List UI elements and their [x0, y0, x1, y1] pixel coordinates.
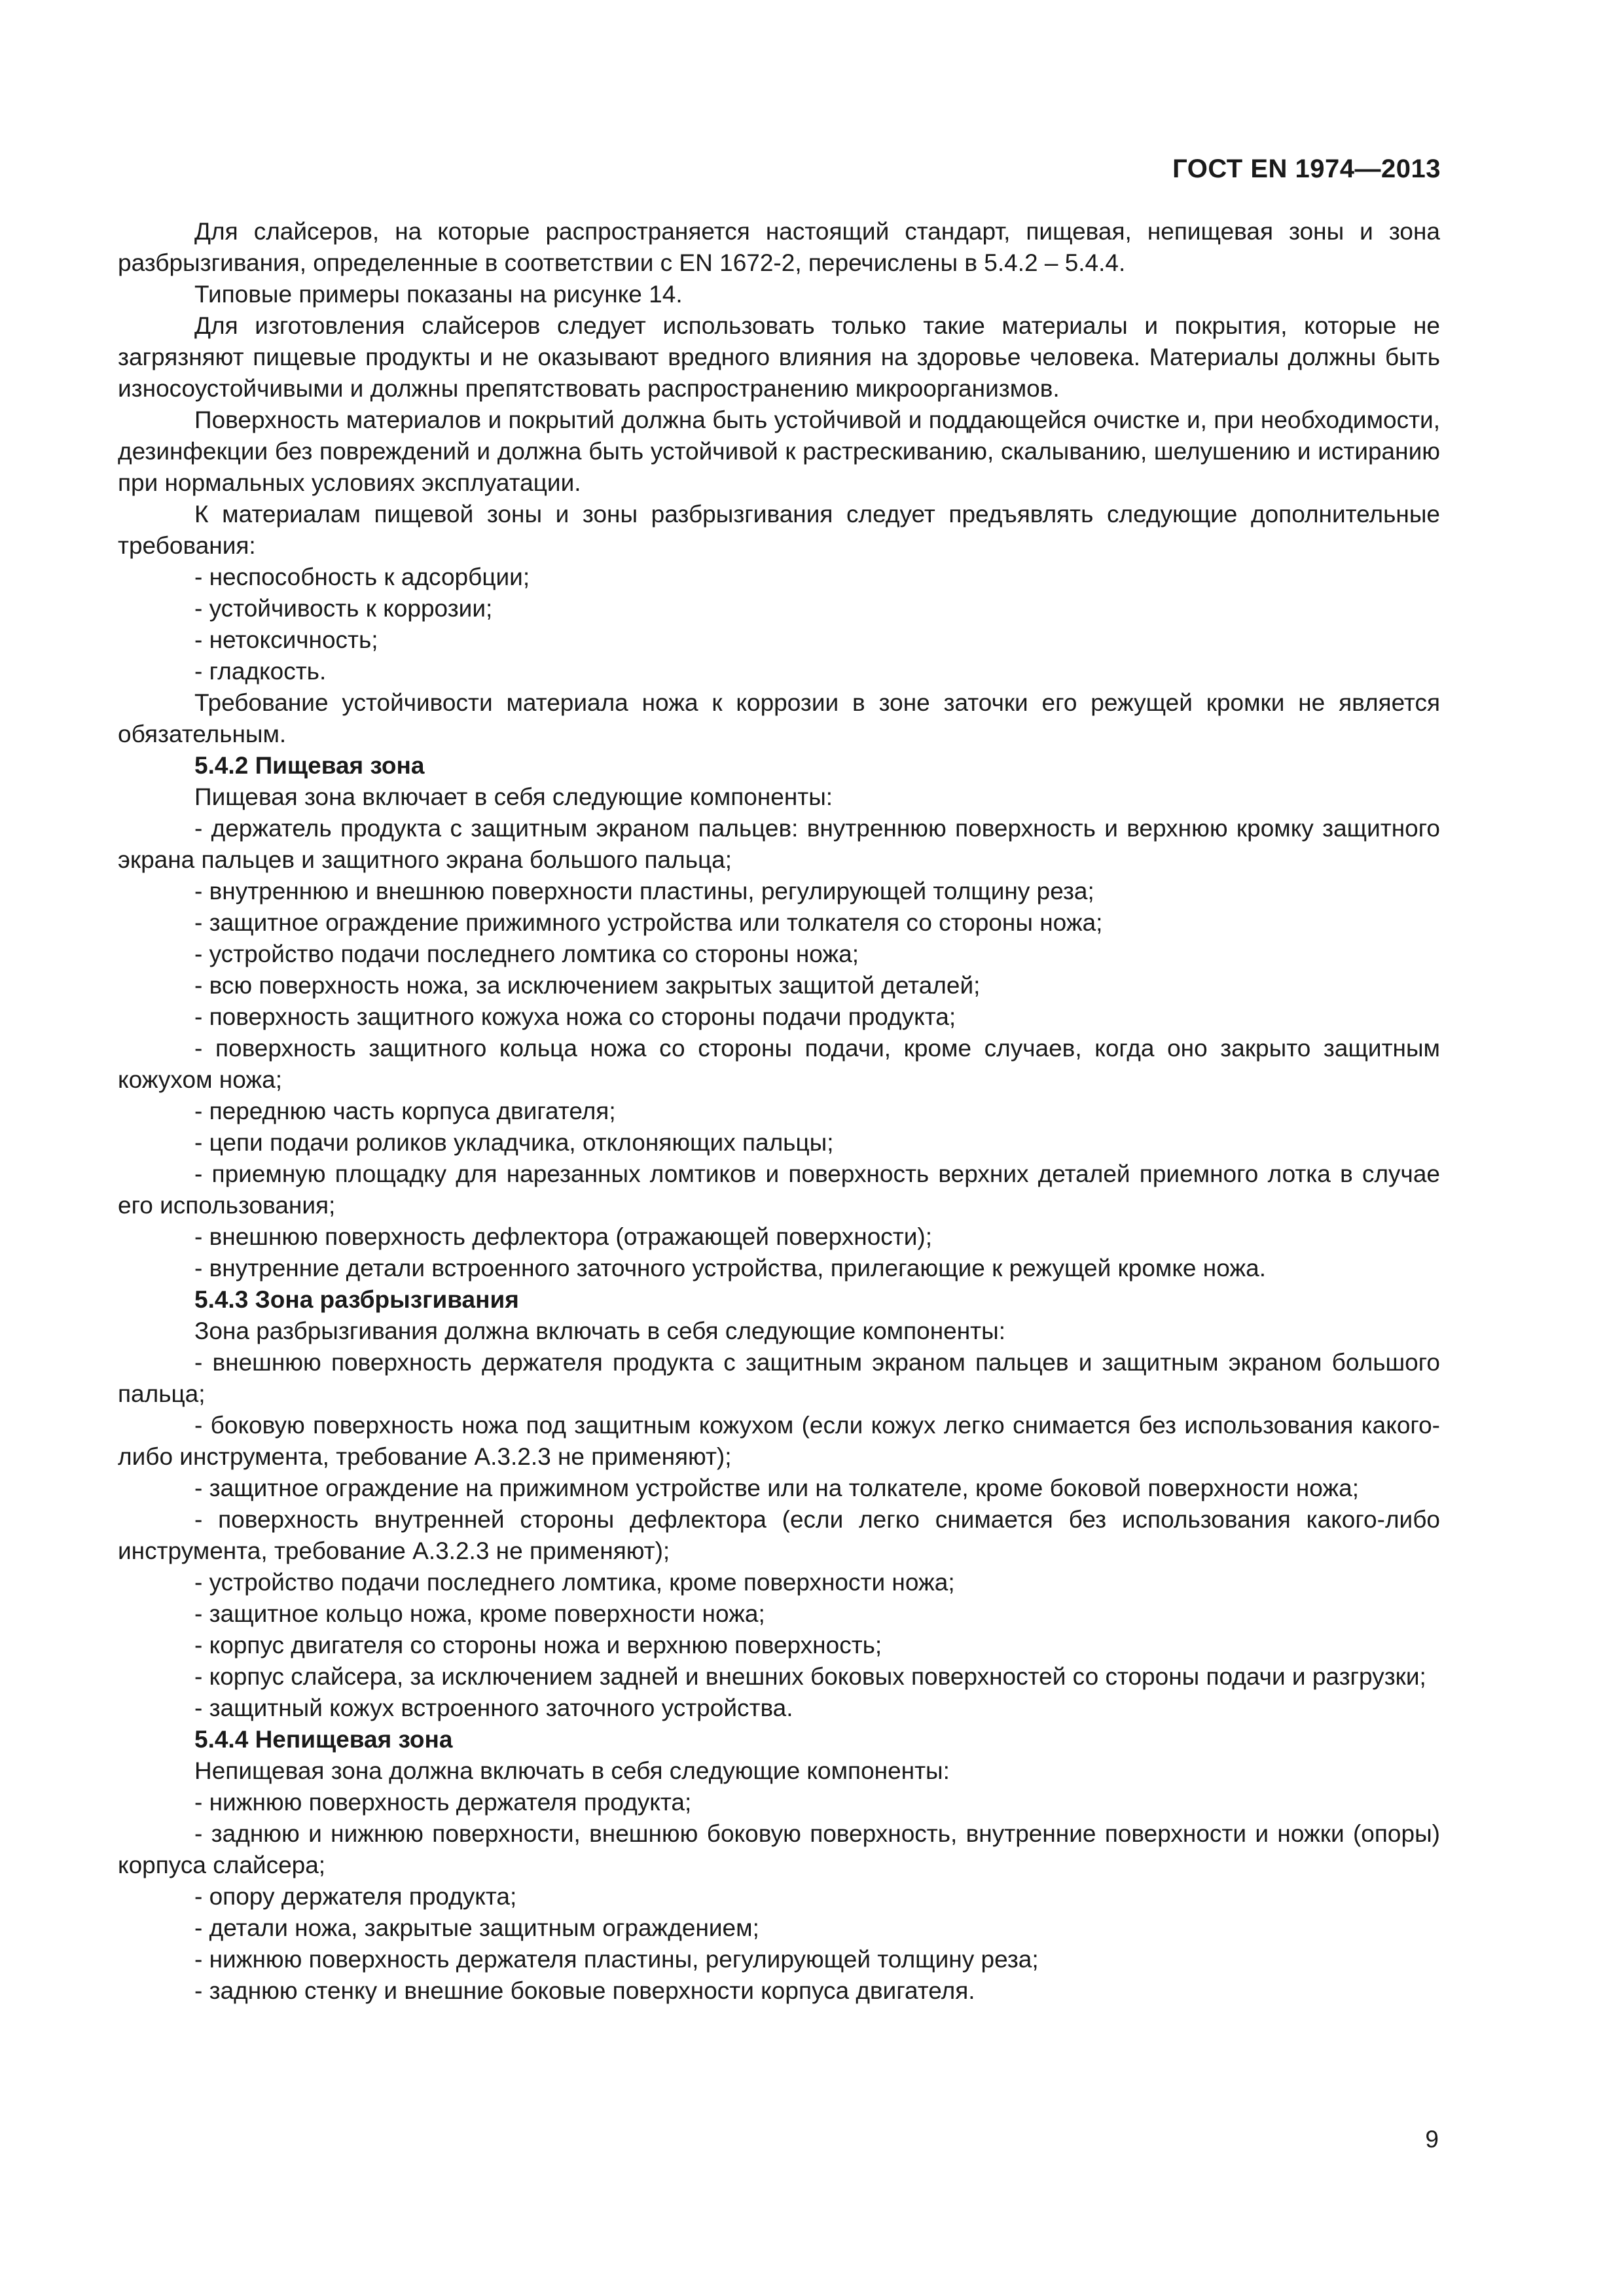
requirement-item: - неспособность к адсорбции;: [194, 564, 530, 590]
section-lead: Зона разбрызгивания должна включать в себя следующие компоненты:: [194, 1318, 1005, 1344]
section-heading-non-food-zone: 5.4.4 Непищевая зона: [194, 1726, 453, 1753]
food-zone-item: - приемную площадку для нарезанных ломтиков и поверхность верхних деталей приемного лотка в случае его использования;: [118, 1160, 1440, 1219]
splash-zone-item: - защитное ограждение на прижимном устройстве или на толкателе, кроме боковой поверхности ножа;: [194, 1475, 1360, 1501]
splash-zone-item: - защитное кольцо ножа, кроме поверхности ножа;: [194, 1600, 765, 1627]
splash-zone-item: - внешнюю поверхность держателя продукта с защитным экраном пальцев и защитным экраном большого пальца;: [118, 1349, 1440, 1407]
food-zone-item: - цепи подачи роликов укладчика, отклоняющих пальцы;: [194, 1129, 834, 1156]
non-food-zone-item: - заднюю и нижнюю поверхности, внешнюю боковую поверхность, внутренние поверхности и ножки (опоры) корпуса слайсера;: [118, 1820, 1440, 1878]
section-heading-food-zone: 5.4.2 Пищевая зона: [194, 752, 425, 779]
requirement-item: - устойчивость к коррозии;: [194, 595, 493, 622]
intro-paragraph: К материалам пищевой зоны и зоны разбрызгивания следует предъявлять следующие дополнительные требования:: [118, 501, 1440, 559]
requirement-item: - гладкость.: [194, 658, 327, 685]
food-zone-item: - держатель продукта с защитным экраном пальцев: внутреннюю поверхность и верхнюю кромку защитного экрана пальцев и защитного экрана большого пальца;: [118, 815, 1440, 873]
non-food-zone-item: - детали ножа, закрытые защитным ограждением;: [194, 1914, 759, 1941]
requirement-item: - нетоксичность;: [194, 626, 378, 653]
splash-zone-item: - корпус двигателя со стороны ножа и верхнюю поверхность;: [194, 1632, 882, 1659]
section-lead: Непищевая зона должна включать в себя следующие компоненты:: [194, 1757, 950, 1784]
intro-paragraph: Поверхность материалов и покрытий должна быть устойчивой и поддающейся очистке и, при необходимости, дезинфекции без повреждений и должна быть устойчивой к растрескиванию, скалыванию, шелушению и истиранию при нормальных условиях эксплуатации.: [118, 406, 1440, 496]
page-number: 9: [1425, 2126, 1439, 2153]
section-lead: Пищевая зона включает в себя следующие компоненты:: [194, 783, 833, 810]
non-food-zone-item: - нижнюю поверхность держателя продукта;: [194, 1789, 692, 1816]
food-zone-item: - защитное ограждение прижимного устройства или толкателя со стороны ножа;: [194, 909, 1103, 936]
standard-designation: ГОСТ EN 1974—2013: [1172, 154, 1441, 183]
food-zone-item: - поверхность защитного кольца ножа со стороны подачи, кроме случаев, когда оно закрыто защитным кожухом ножа;: [118, 1035, 1440, 1093]
page-body: [118, 216, 1440, 2007]
food-zone-item: - всю поверхность ножа, за исключением закрытых защитой деталей;: [194, 972, 981, 999]
section-heading-splash-zone: 5.4.3 Зона разбрызгивания: [194, 1286, 519, 1313]
food-zone-item: - переднюю часть корпуса двигателя;: [194, 1098, 616, 1124]
intro-paragraph: Для изготовления слайсеров следует использовать только такие материалы и покрытия, которые не загрязняют пищевые продукты и не оказывают вредного влияния на здоровье человека. Материалы должны быть износоустойчивыми и должны препятствовать распространению микроорганизмов.: [118, 312, 1440, 402]
food-zone-item: - устройство подачи последнего ломтика со стороны ножа;: [194, 941, 859, 967]
non-food-zone-item: - нижнюю поверхность держателя пластины, регулирующей толщину реза;: [194, 1946, 1039, 1973]
splash-zone-item: - корпус слайсера, за исключением задней и внешних боковых поверхностей со стороны подачи и разгрузки;: [194, 1663, 1426, 1690]
food-zone-item: - внутреннюю и внешнюю поверхности пластины, регулирующей толщину реза;: [194, 878, 1094, 905]
food-zone-item: - внутренние детали встроенного заточного устройства, прилегающие к режущей кромке ножа.: [194, 1255, 1266, 1282]
non-food-zone-item: - опору держателя продукта;: [194, 1883, 517, 1910]
splash-zone-item: - боковую поверхность ножа под защитным кожухом (если кожух легко снимается без использования какого-либо инструмента, требование А.3.2.3 не применяют);: [118, 1412, 1440, 1470]
non-food-zone-item: - заднюю стенку и внешние боковые поверхности корпуса двигателя.: [194, 1977, 975, 2004]
splash-zone-item: - устройство подачи последнего ломтика, кроме поверхности ножа;: [194, 1569, 955, 1596]
food-zone-item: - поверхность защитного кожуха ножа со стороны подачи продукта;: [194, 1003, 956, 1030]
splash-zone-item: - защитный кожух встроенного заточного устройства.: [194, 1695, 793, 1721]
intro-paragraph: Типовые примеры показаны на рисунке 14.: [194, 281, 683, 308]
intro-paragraph: Требование устойчивости материала ножа к коррозии в зоне заточки его режущей кромки не является обязательным.: [118, 689, 1440, 747]
intro-paragraph: Для слайсеров, на которые распространяется настоящий стандарт, пищевая, непищевая зоны и зона разбрызгивания, определенные в соответствии с EN 1672-2, перечислены в 5.4.2 – 5.4.4.: [118, 218, 1440, 276]
food-zone-item: - внешнюю поверхность дефлектора (отражающей поверхности);: [194, 1223, 933, 1250]
splash-zone-item: - поверхность внутренней стороны дефлектора (если легко снимается без использования какого-либо инструмента, требование А.3.2.3 не применяют);: [118, 1506, 1440, 1564]
